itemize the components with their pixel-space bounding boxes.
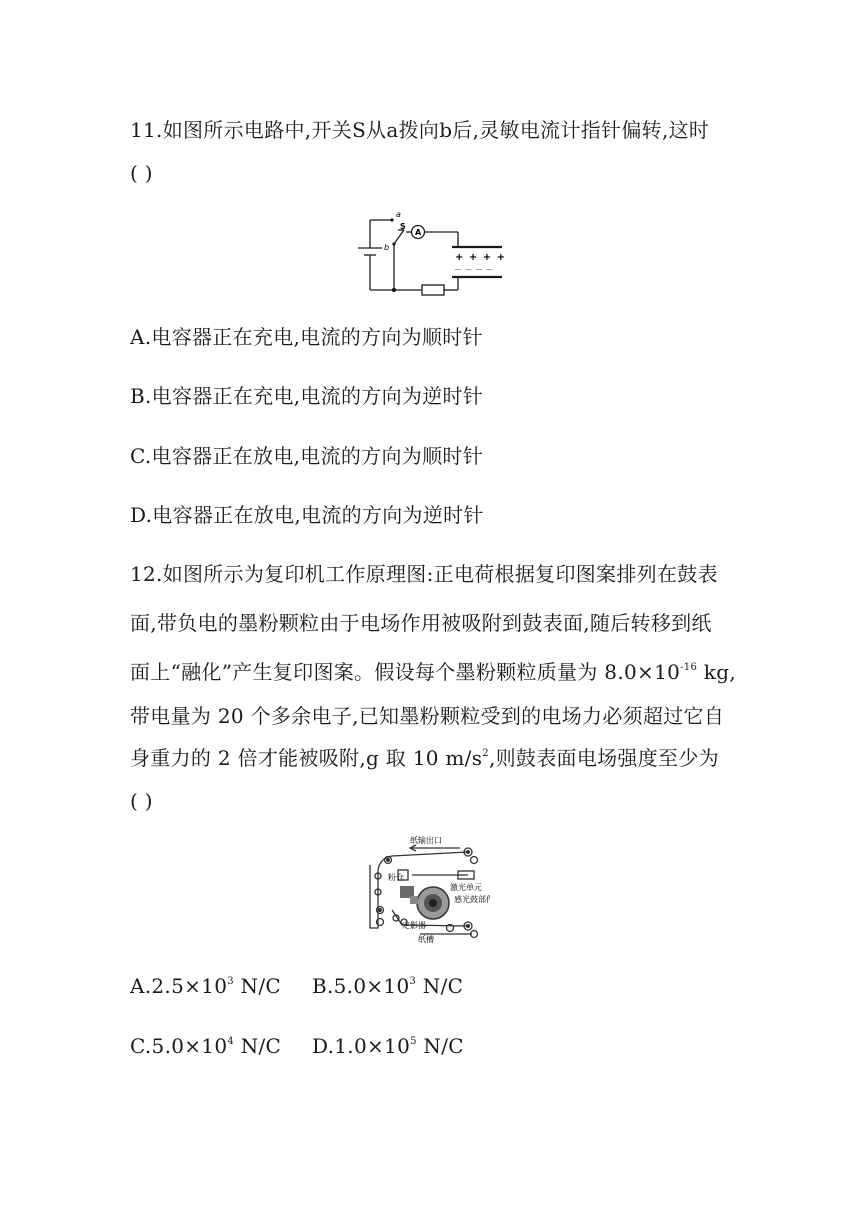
q11-stem: 11.如图所示电路中,开关S从a拨向b后,灵敏电流计指针偏转,这时 <box>130 118 710 142</box>
q12-line-5-text: 身重力的 2 倍才能被吸附,g 取 10 m/s <box>130 746 483 770</box>
q12-option-a-unit: N/C <box>233 974 281 998</box>
q12-line-5-tail: ,则鼓表面电场强度至少为 <box>488 746 719 770</box>
q12-option-c-exponent: 4 <box>227 1036 235 1047</box>
paper-tray-label: 纸槽 <box>418 935 434 944</box>
q12-option-b <box>312 973 463 999</box>
q12-option-c <box>130 1033 281 1059</box>
q11-option-b: B.电容器正在充电,电流的方向为逆时针 <box>130 384 484 408</box>
q12-line-5 <box>130 745 719 771</box>
q11-option-d: D.电容器正在放电,电流的方向为逆时针 <box>130 503 484 527</box>
q12-option-b-exponent: 3 <box>409 976 417 987</box>
q12-option-a <box>130 973 281 999</box>
q12-option-c-text: C.5.0×10 <box>130 1034 228 1058</box>
paper-outlet-label: 纸输出口 <box>410 836 442 845</box>
q11-option-c: C.电容器正在放电,电流的方向为顺时针 <box>130 444 484 468</box>
q12-option-d-text: D.1.0×10 <box>312 1034 411 1058</box>
switch-terminal-a-label: a <box>396 210 401 219</box>
switch-label: S <box>400 222 406 231</box>
q12-option-a-text: A.2.5×10 <box>130 974 228 998</box>
q12-option-d-unit: N/C <box>416 1034 464 1058</box>
q12-option-d-exponent: 5 <box>410 1036 417 1047</box>
toner-hopper-label: 粉仓 <box>388 873 404 882</box>
negative-charge-signs: － － － － <box>454 265 494 274</box>
q12-option-a-exponent: 3 <box>227 976 234 987</box>
q12-option-c-unit: N/C <box>234 1034 282 1058</box>
drum-unit-label: 感光鼓部件 <box>454 895 490 904</box>
copier-diagram <box>350 830 490 949</box>
q12-g-exponent: 2 <box>482 748 489 759</box>
ammeter-label: A <box>415 228 422 237</box>
q12-line-1: 12.如图所示为复印机工作原理图:正电荷根据复印图案排列在鼓表 <box>130 562 718 586</box>
circuit-diagram <box>352 208 512 302</box>
q12-line-4: 带电量为 20 个多余电子,已知墨粉颗粒受到的电场力必须超过它自 <box>130 704 725 728</box>
q11-option-a: A.电容器正在充电,电流的方向为顺时针 <box>130 325 483 349</box>
q12-line-2: 面,带负电的墨粉颗粒由于电场作用被吸附到鼓表面,随后转移到纸 <box>130 611 712 635</box>
q12-option-b-text: B.5.0×10 <box>312 974 410 998</box>
q12-line-3-text: 面上“融化”产生复印图案。假设每个墨粉颗粒质量为 8.0×10 <box>130 660 681 684</box>
q12-mass-exponent: -16 <box>680 662 698 673</box>
switch-terminal-b-label: b <box>384 243 390 252</box>
q12-line-3-unit: kg, <box>697 660 736 684</box>
q12-option-b-unit: N/C <box>416 974 464 998</box>
positive-charge-signs: + + + + <box>455 252 506 263</box>
fuser-label: 定影器 <box>402 921 426 930</box>
q12-answer-blank: ( ) <box>130 789 153 813</box>
q12-line-3 <box>130 659 736 685</box>
laser-unit-label: 激光单元 <box>450 883 482 892</box>
q12-option-d <box>312 1033 464 1059</box>
q11-answer-blank: ( ) <box>130 161 153 185</box>
